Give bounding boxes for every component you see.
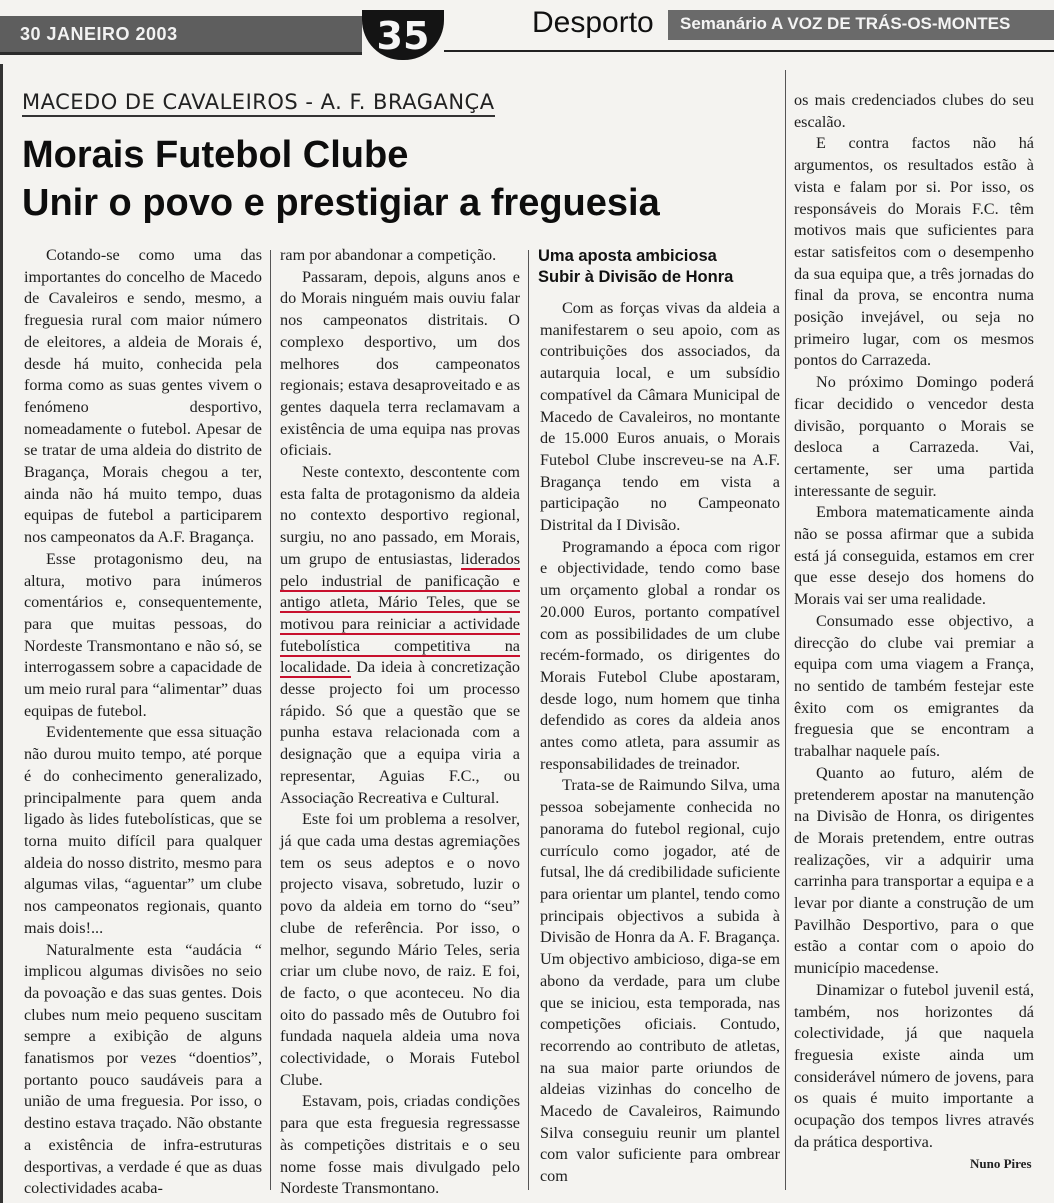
article-column-2 bbox=[280, 245, 520, 1200]
column-rule bbox=[528, 250, 529, 1190]
article-kicker: MACEDO DE CAVALEIROS - A. F. BRAGANÇA bbox=[22, 90, 495, 117]
paragraph: Consumado esse objectivo, a direcção do clube vai premiar a equipa com uma viagem a França, no sentido de também festejar este êxito com os emigrantes da freguesia que se encontram a trabalhar naquele país. bbox=[794, 611, 1034, 761]
paragraph: Programando a época com rigor e objectividade, tendo como base um orçamento global a rondar os 20.000 Euros, portanto compatível com as possibilidades de um clube recém-formado, os dirigentes do Morais Futebol Clube apostaram, desde logo, num homem que tinha defendido as cores da aldeia anos antes como atleta, para assumir as responsabilidades de treinador. bbox=[540, 537, 780, 773]
paragraph-text: Neste contexto, descontente com esta falta de protagonismo da aldeia no contexto desportivo regional, surgiu, no ano passado, em Morais, um grupo de entusiastas, bbox=[280, 463, 520, 568]
article-column-1 bbox=[24, 245, 262, 1200]
paragraph-with-highlight bbox=[280, 462, 520, 809]
page-number-badge bbox=[362, 10, 444, 60]
newspaper-header bbox=[0, 0, 1054, 64]
headline-line-1: Morais Futebol Clube bbox=[22, 134, 409, 176]
subheading-line-1: Uma aposta ambiciosa bbox=[538, 247, 717, 265]
paragraph: Com as forças vivas da aldeia a manifestarem o seu apoio, com as contribuições dos associados, da autarquia local, e um subsídio compatível da Câmara Municipal de Macedo de Cavaleiros, no montante de 15.000 Euros anuais, o Morais Futebol Clube inscreveu-se na A.F. Bragança tendo em vista a participação no Campeonato Distrital da I Divisão. bbox=[540, 299, 780, 535]
article-column-3 bbox=[540, 298, 780, 1188]
paragraph: No próximo Domingo poderá ficar decidido o vencedor desta divisão, porquanto o Morais se desloca a Carrazeda. Vai, certamente, ser uma partida interessante de seguir. bbox=[794, 373, 1034, 500]
paragraph: Embora matematicamente ainda não se possa afirmar que a subida está já conseguida, estamos em crer que esse desejo dos homens do Morais vai ser uma realidade. bbox=[794, 503, 1034, 609]
paragraph-text: Da ideia à concretização desse projecto foi um processo rápido. Só que a questão que se punha estava relacionada com a designação que a equipa viria a representar, Aguias F.C., ou Associação Recreativa e Cultural. bbox=[280, 658, 520, 807]
paragraph: Quanto ao futuro, além de pretenderem apostar na manutenção na Divisão de Honra, os dirigentes de Morais pretendem, entre outras realizações, vir a adquirir uma carrinha para transportar a equipa e a levar por diante a construção de um Pavilhão Desportivo, para o que estão a contar com o apoio do município macedense. bbox=[794, 763, 1034, 978]
subheading bbox=[538, 246, 778, 288]
page-number: 35 bbox=[376, 14, 430, 58]
paragraph: Estavam, pois, criadas condições para que esta freguesia regressasse às competições distritais e o seu nome fosse mais divulgado pelo Nordeste Transmontano. bbox=[280, 1092, 520, 1198]
column-rule bbox=[785, 70, 786, 1190]
headline-line-2: Unir o povo e prestigiar a freguesia bbox=[22, 182, 660, 224]
date-bar bbox=[0, 16, 362, 55]
issue-date: 30 JANEIRO 2003 bbox=[20, 24, 178, 44]
paragraph: Naturalmente esta “audácia “ implicou algumas divisões no seio da povoação e das suas gentes. Dois clubes num meio pequeno suscitam sempre a exibição de alguns fanatismos por vezes “doentios”, portanto pouco saudáveis para a união de uma freguesia. Por isso, o destino estava traçado. Não obstante a existência de infra-estruturas desportivas, a verdade é que as duas colectividades acaba- bbox=[24, 940, 262, 1198]
page-left-rule bbox=[0, 64, 3, 1203]
header-divider bbox=[444, 50, 1054, 52]
subheading-line-2: Subir à Divisão de Honra bbox=[538, 268, 734, 286]
section-title: Desporto bbox=[532, 6, 654, 39]
article-column-4 bbox=[794, 90, 1034, 1153]
paragraph: Este foi um problema a resolver, já que cada uma destas agremiações tem os seus adeptos e o novo projecto visava, sobretudo, luzir o povo da aldeia em torno do “seu” clube de referência. Por isso, o melhor, segundo Mário Teles, seria criar um clube novo, de raiz. E foi, de facto, o que aconteceu. No dia oito do passado mês de Outubro foi fundada naquela aldeia uma nova colectividade, o Morais Futebol Clube. bbox=[280, 810, 520, 1089]
paragraph: Esse protagonismo deu, na altura, motivo para inúmeros comentários e, consequentemente, para que muitas pessoas, do Nordeste Transmontano e não só, se interrogassem sobre a capacidade de um meio rural para “alimentar” duas equipas de futebol. bbox=[24, 549, 262, 720]
paragraph-continuation: ram por abandonar a competição. bbox=[280, 246, 497, 264]
paper-name-bar bbox=[668, 10, 1054, 40]
paragraph: Trata-se de Raimundo Silva, uma pessoa sobejamente conhecida no panorama do futebol regional, cujo currículo como jogador, até de futsal, lhe dá credibilidade suficiente para orientar um plantel, tendo como principais objectivos a subida à Divisão de Honra da A. F. Bragança. Um objectivo ambicioso, diga-se em abono da verdade, para um clube que se iniciou, esta temporada, nas competições oficiais. Contudo, recorrendo ao contributo de atletas, na sua maior parte oriundos de aldeias vizinhas do concelho de Macedo de Cavaleiros, Raimundo Silva conseguiu reunir um plantel com valor suficiente para ombrear com bbox=[540, 776, 780, 1186]
author-byline: Nuno Pires bbox=[970, 1156, 1032, 1171]
paragraph: Evidentemente que essa situação não durou muito tempo, até porque é do conhecimento generalizado, principalmente para quem anda ligado às lides futebolísticas, que se torna muito difícil para qualquer aldeia do nosso distrito, mesmo para algumas vilas, “aguentar” um clube nos campeonatos regionais, quanto mais dois!... bbox=[24, 723, 262, 937]
red-underlined-passage: liderados pelo industrial de panificação e antigo atleta, Mário Teles, que se motivou para reiniciar a actividade futebolística competitiva na localidade. bbox=[280, 549, 520, 677]
paragraph: Cotando-se como uma das importantes do concelho de Macedo de Cavaleiros e sendo, mesmo, a freguesia rural com maior número de eleitores, a aldeia de Morais é, desde há muito, conhecida pela forma como as suas gentes vivem o fenómeno desportivo, nomeadamente o futebol. Apesar de se tratar de uma aldeia do distrito de Bragança, Morais chegou a ter, ainda não há muito tempo, duas equipas de futebol a participarem nos campeonatos da A.F. Bragança. bbox=[24, 246, 262, 547]
column-rule bbox=[270, 250, 271, 1190]
paper-name: Semanário A VOZ DE TRÁS-OS-MONTES bbox=[680, 14, 1011, 33]
paragraph: E contra factos não há argumentos, os resultados estão à vista e falam por si. Por isso, os responsáveis do Morais F.C. têm motivos mais que suficientes para estar satisfeitos com o desempenho da sua equipa que, a três jornadas do final da prova, se encontra numa posição invejável, ou seja no primeiro lugar, com os mesmos pontos do Carrazeda. bbox=[794, 134, 1034, 370]
paragraph-continuation: os mais credenciados clubes do seu escalão. bbox=[794, 91, 1034, 131]
paragraph: Passaram, depois, alguns anos e do Morais ninguém mais ouviu falar nos campeonatos distritais. O complexo desportivo, um dos melhores dos campeonatos regionais; estava desaproveitado e as gentes daquela terra reclamavam a existência de uma equipa nas provas oficiais. bbox=[280, 267, 520, 460]
paragraph: Dinamizar o futebol juvenil está, também, nos horizontes dá colectividade, já que naquela freguesia existe ainda um considerável número de jovens, para os quais é muito importante a ocupação dos tempos livres através da prática desportiva. bbox=[794, 980, 1034, 1151]
